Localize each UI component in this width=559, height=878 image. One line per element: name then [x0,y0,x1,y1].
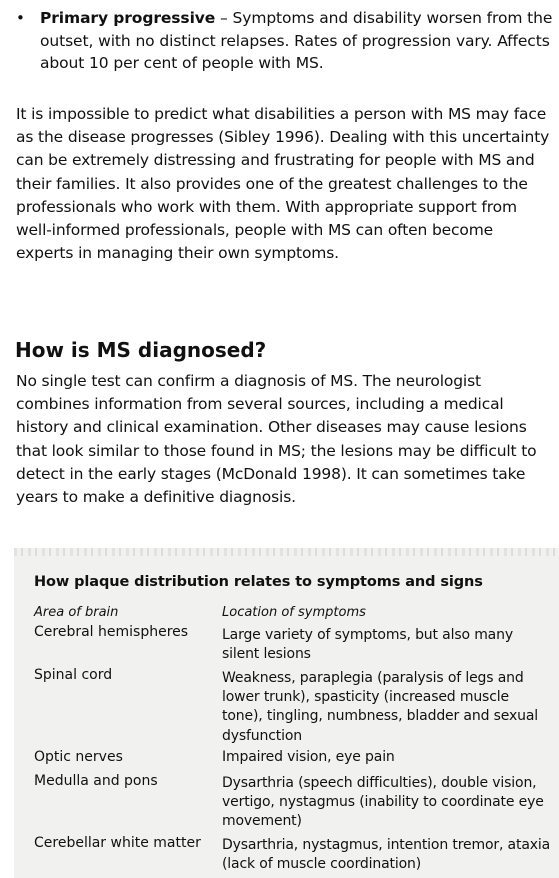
paragraph-diagnosis: No single test can confirm a diagnosis of MS. The neurologist combines information from several sources, including a medical history and clinical examination. Other diseases may cause lesions that look similar to those found in MS; the lesions may be difficult to detect in the early stages (McDonald 1998). It can sometimes take years to make a definitive diagnosis. [16,372,537,507]
box-top-texture [14,548,559,556]
location-cell: Impaired vision, eye pain [222,749,395,765]
column-header-location: Location of symptoms [222,605,366,620]
bullet-item-primary-progressive [16,7,556,75]
plaque-distribution-box [14,548,559,878]
location-cell: Dysarthria (speech difficulties), double vision, vertigo, nystagmus (inability to coordinate eye movement) [222,775,544,830]
location-cell: Weakness, paraplegia (paralysis of legs and lower trunk), spasticity (increased muscle tone), tingling, numbness, bladder and sexual dysfunction [222,670,539,744]
paragraph-uncertainty: It is impossible to predict what disabilities a person with MS may face as the disease progresses (Sibley 1996). Dealing with this uncertainty can be extremely distressing and frustrating for people with MS and their families. It also provides one of the greatest challenges to the professionals who work with them. With appropriate support from well-informed professionals, people with MS can often become experts in managing their own symptoms. [16,105,550,263]
area-cell: Medulla and pons [34,773,158,789]
box-title: How plaque distribution relates to symptoms and signs [34,574,483,590]
area-cell: Optic nerves [34,749,123,765]
location-cell: Large variety of symptoms, but also many silent lesions [222,627,513,663]
bullet-term: Primary progressive [40,9,216,27]
column-header-area: Area of brain [34,605,119,620]
area-cell: Cerebellar white matter [34,835,201,851]
section-heading: How is MS diagnosed? [15,338,267,362]
bullet-body [40,7,556,75]
location-cell: Dysarthria, nystagmus, intention tremor, ataxia (lack of muscle coordination) [222,837,551,873]
area-cell: Spinal cord [34,667,113,683]
area-cell: Cerebral hemispheres [34,624,189,640]
bullet-icon: • [16,9,25,27]
bullet-text: – Symptoms and disability worsen from the outset, with no distinct relapses. Rates of progression vary. Affects about 10 per cent of people with MS. [40,9,553,72]
